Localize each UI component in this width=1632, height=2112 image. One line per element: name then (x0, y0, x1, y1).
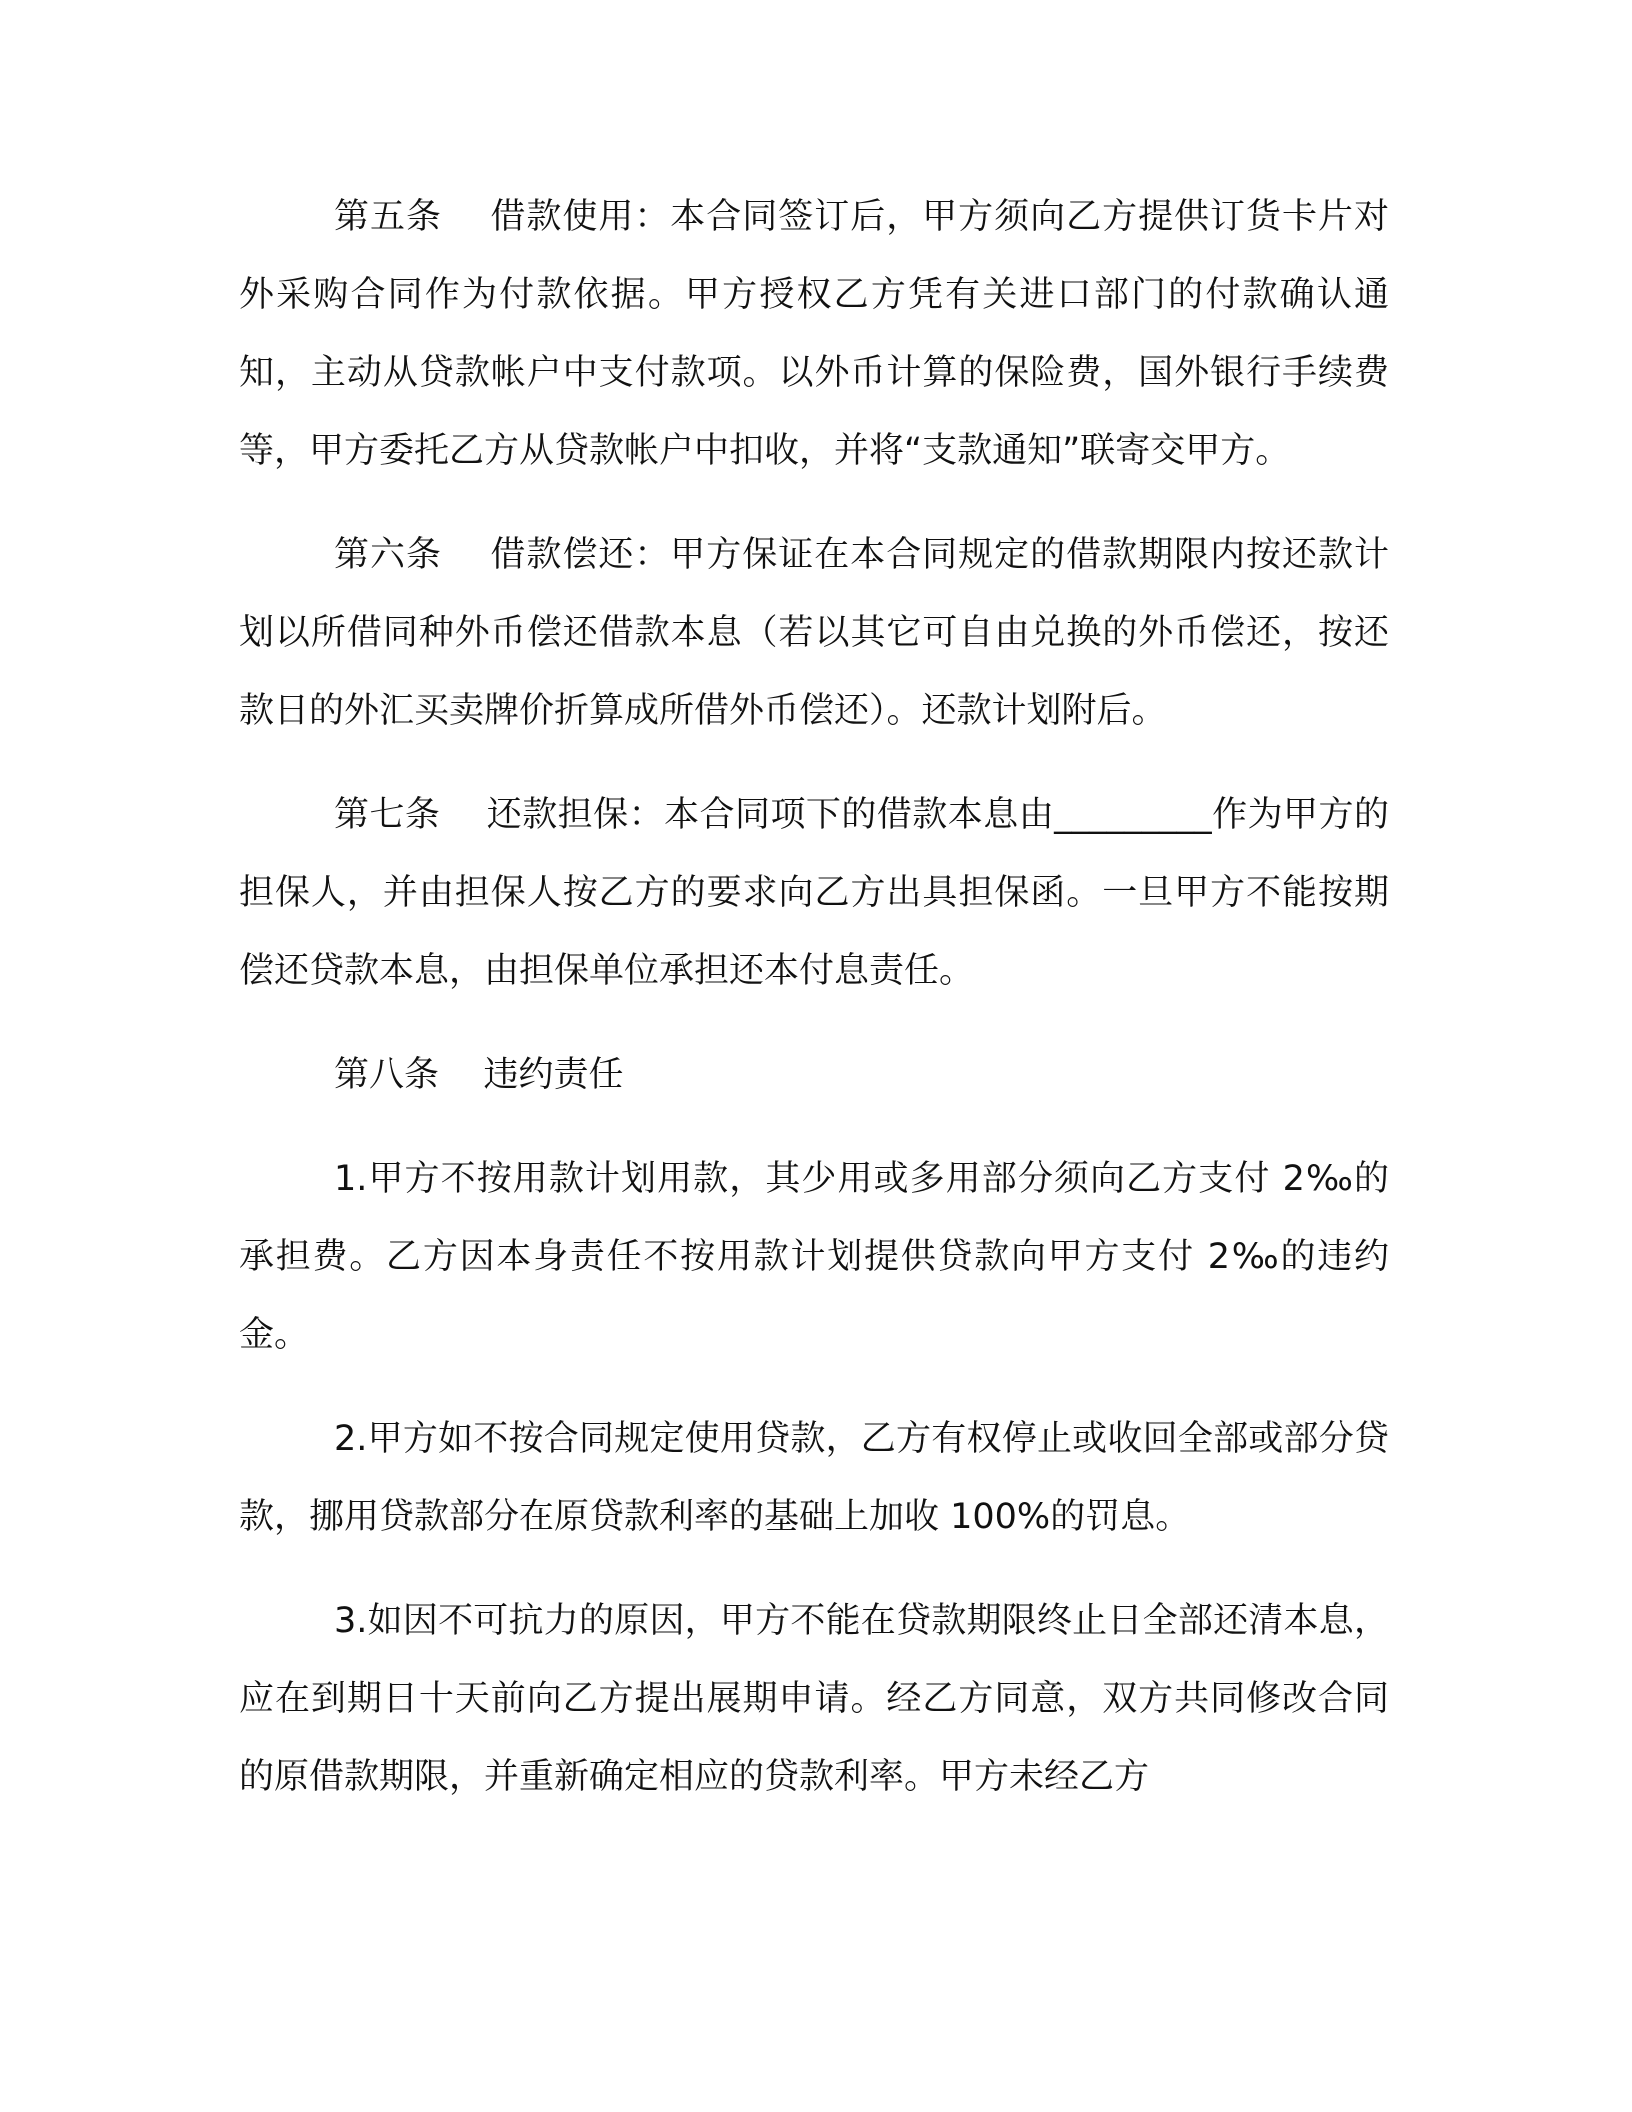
article-7-heading: 第七条 (334, 795, 441, 835)
article-8 (239, 1036, 1389, 1114)
article-6 (239, 516, 1389, 750)
article-6-heading: 第六条 (334, 535, 442, 575)
article-5 (239, 178, 1389, 490)
article-5-heading: 第五条 (334, 197, 442, 237)
article-8-item-2: 2.甲方如不按合同规定使用贷款，乙方有权停止或收回全部或部分贷款，挪用贷款部分在原贷款利率的基础上加收 100%的罚息。 (239, 1419, 1389, 1537)
article-8-item-1: 1.甲方不按用款计划用款，其少用或多用部分须向乙方支付 2‰的承担费。乙方因本身责任不按用款计划提供贷款向甲方支付 2‰的违约金。 (239, 1159, 1389, 1355)
article-8-item-3: 3.如因不可抗力的原因，甲方不能在贷款期限终止日全部还清本息，应在到期日十天前向乙方提出展期申请。经乙方同意，双方共同修改合同的原借款期限，并重新确定相应的贷款利率。甲方未经乙方 (239, 1601, 1389, 1797)
article-6-body: 借款偿还：甲方保证在本合同规定的借款期限内按还款计划以所借同种外币偿还借款本息（若以其它可自由兑换的外币偿还，按还款日的外汇买卖牌价折算成所借外币偿还）。还款计划附后。 (239, 535, 1389, 731)
article-8-heading: 第八条 (334, 1055, 440, 1095)
article-7-body: 还款担保：本合同项下的借款本息由_________作为甲方的担保人，并由担保人按乙方的要求向乙方出具担保函。一旦甲方不能按期偿还贷款本息，由担保单位承担还本付息责任。 (239, 795, 1389, 991)
contract-text (239, 178, 1389, 1816)
article-7 (239, 776, 1389, 1010)
article-8-title: 违约责任 (483, 1055, 624, 1095)
article-5-body: 借款使用：本合同签订后，甲方须向乙方提供订货卡片对外采购合同作为付款依据。甲方授权乙方凭有关进口部门的付款确认通知，主动从贷款帐户中支付款项。以外币计算的保险费，国外银行手续费等，甲方委托乙方从贷款帐户中扣收，并将“支款通知”联寄交甲方。 (239, 197, 1389, 471)
